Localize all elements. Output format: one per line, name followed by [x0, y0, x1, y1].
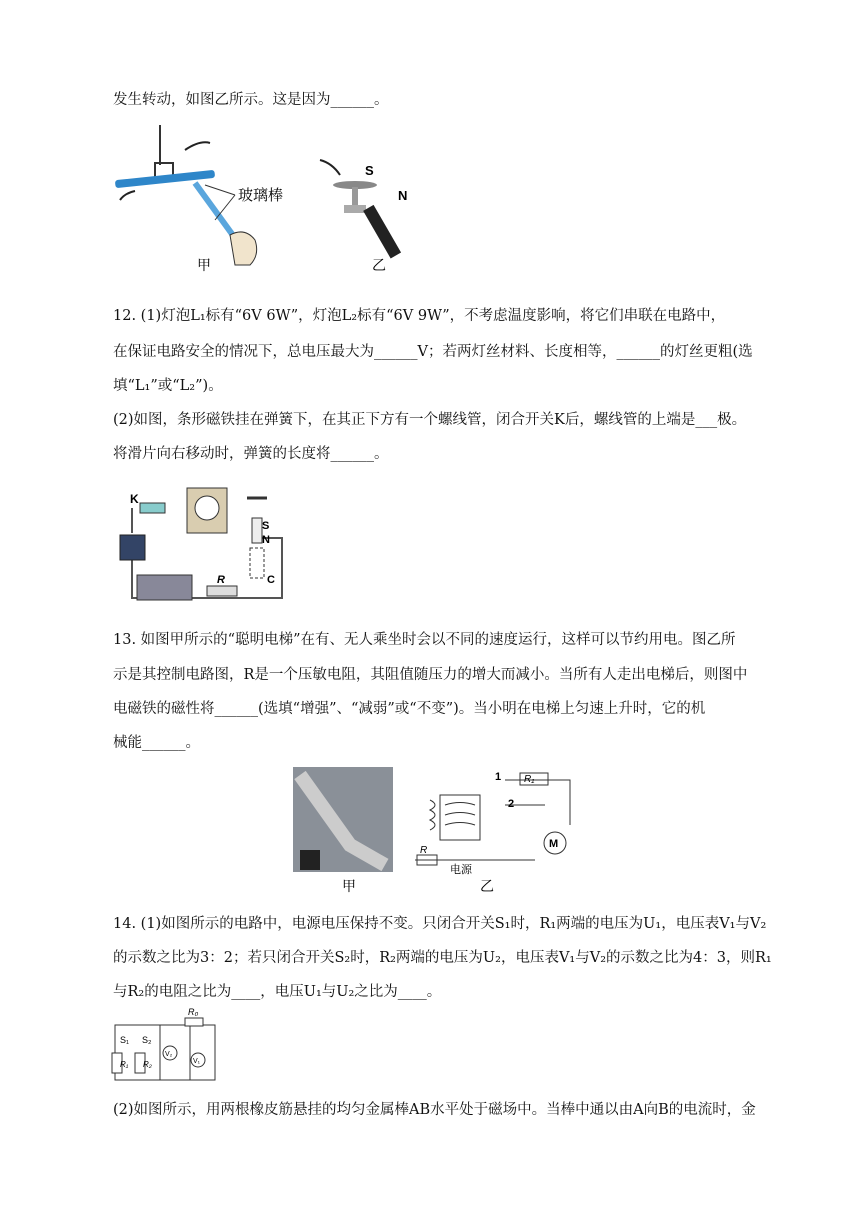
v1-label: V₁ — [193, 1058, 201, 1065]
caption-jia: 甲 — [342, 878, 356, 894]
n-label: N — [262, 534, 270, 546]
caption-yi: 乙 — [480, 878, 494, 894]
k-label: K — [130, 492, 139, 506]
r-label: R — [217, 574, 225, 586]
node-1: 1 — [495, 771, 502, 783]
text-line: 的示数之比为3：2；若只闭合开关S₂时，R₂两端的电压为U₂，电压表V₁与V₂的示数之比为4：3，则R₁ — [113, 950, 772, 966]
figure-solenoid-circuit — [112, 483, 287, 613]
text-line: 将滑片向右移动时，弹簧的长度将______。 — [113, 446, 389, 462]
caption-yi: 乙 — [372, 257, 386, 273]
v2-label: V₂ — [165, 1051, 173, 1058]
pole-n: N — [398, 188, 408, 203]
text-line: 示是其控制电路图，R是一个压敏电阻，其阻值随压力的增大而减小。当所有人走出电梯后，则图中 — [113, 667, 748, 683]
text-line: (2)如图所示，用两根橡皮筋悬挂的均匀金属棒AB水平处于磁场中。当棒中通以由A向B的电流时，金 — [113, 1102, 756, 1118]
figure-elevator — [290, 765, 580, 897]
text-line: 发生转动，如图乙所示。这是因为______。 — [113, 92, 389, 108]
power-label: 电源 — [450, 864, 472, 876]
text-line: 13. 如图甲所示的“聪明电梯”在有、无人乘坐时会以不同的速度运行，这样可以节约用电。图乙所 — [113, 632, 736, 648]
r0-label: R₀ — [188, 1007, 199, 1017]
pole-s: S — [365, 163, 374, 178]
c-label: C — [267, 574, 275, 586]
s-label: S — [262, 520, 270, 532]
s1-label: S₁ — [120, 1035, 130, 1045]
text-line: 械能______。 — [113, 735, 200, 751]
r-label: R — [420, 845, 428, 856]
figure-glass-rod — [110, 125, 440, 275]
text-line: 与R₂的电阻之比为____，电压U₁与U₂之比为____。 — [113, 984, 442, 1000]
r2-label: R₂ — [143, 1060, 152, 1069]
caption-jia: 甲 — [197, 257, 211, 273]
text-line: 在保证电路安全的情况下，总电压最大为______V；若两灯丝材料、长度相等，______的灯丝更粗(选 — [113, 344, 753, 360]
node-2: 2 — [508, 798, 515, 810]
r1-label: R₁ — [524, 774, 535, 785]
text-line: 12. (1)灯泡L₁标有“6V 6W”，灯泡L₂标有“6V 9W”，不考虑温度影响，将它们串联在电路中， — [113, 308, 726, 324]
motor-label: M — [549, 838, 559, 850]
glass-rod-label: 玻璃棒 — [238, 187, 284, 204]
s2-label: S₂ — [142, 1035, 152, 1045]
text-line: (2)如图，条形磁铁挂在弹簧下，在其正下方有一个螺线管，闭合开关K后，螺线管的上端是___极。 — [113, 412, 747, 428]
r1-label: R₁ — [120, 1060, 129, 1069]
text-line: 电磁铁的磁性将______(选填“增强”、“减弱”或“不变”)。当小明在电梯上匀速上升时，它的机 — [113, 701, 706, 717]
text-line: 14. (1)如图所示的电路中，电源电压保持不变。只闭合开关S₁时，R₁两端的电压为U₁，电压表V₁与V₂ — [113, 916, 767, 932]
text-line: 填“L₁”或“L₂”)。 — [113, 378, 223, 394]
figure-voltmeter-circuit — [110, 1005, 225, 1087]
